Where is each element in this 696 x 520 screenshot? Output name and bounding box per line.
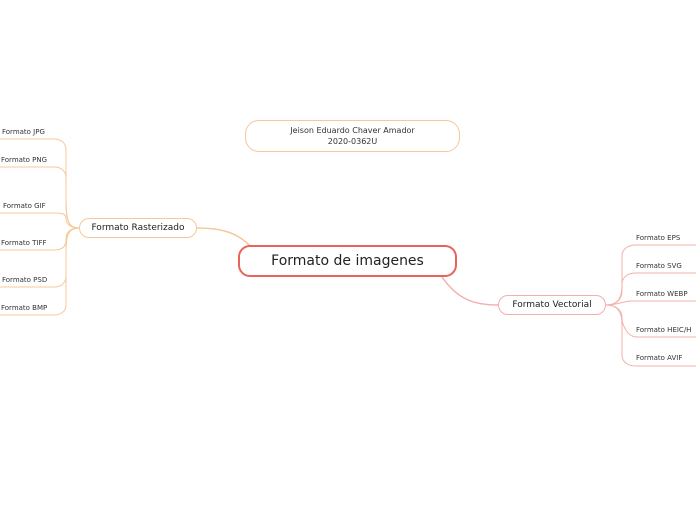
- leaf-avif[interactable]: Formato AVIF: [636, 354, 683, 362]
- connector-vector-webp: [606, 301, 696, 305]
- connector-central-raster: [197, 228, 250, 246]
- author-node[interactable]: [245, 120, 460, 152]
- connector-central-vector: [442, 277, 498, 305]
- author-name: Jeison Eduardo Chaver Amador: [290, 126, 415, 135]
- leaf-eps[interactable]: Formato EPS: [636, 234, 681, 242]
- branch-vector-label: Formato Vectorial: [512, 300, 592, 310]
- leaf-gif[interactable]: Formato GIF: [3, 202, 46, 210]
- branch-vector[interactable]: [498, 295, 606, 315]
- leaf-tiff[interactable]: Formato TIFF: [1, 239, 47, 247]
- branch-raster-label: Formato Rasterizado: [91, 223, 185, 233]
- leaf-webp[interactable]: Formato WEBP: [636, 290, 688, 298]
- leaf-bmp[interactable]: Formato BMP: [1, 304, 48, 312]
- leaf-jpg[interactable]: Formato JPG: [2, 128, 45, 136]
- leaf-psd[interactable]: Formato PSD: [2, 276, 48, 284]
- leaf-png[interactable]: Formato PNG: [1, 156, 48, 164]
- author-id: 2020-0362U: [327, 137, 378, 146]
- central-topic[interactable]: [238, 245, 457, 277]
- leaf-heic[interactable]: Formato HEIC/H: [636, 326, 692, 334]
- central-topic-label: Formato de imagenes: [271, 253, 424, 269]
- connector-vector-svg: [606, 273, 696, 305]
- branch-raster[interactable]: [79, 218, 197, 238]
- connector-raster-png: [0, 167, 79, 228]
- leaf-svg[interactable]: Formato SVG: [636, 262, 682, 270]
